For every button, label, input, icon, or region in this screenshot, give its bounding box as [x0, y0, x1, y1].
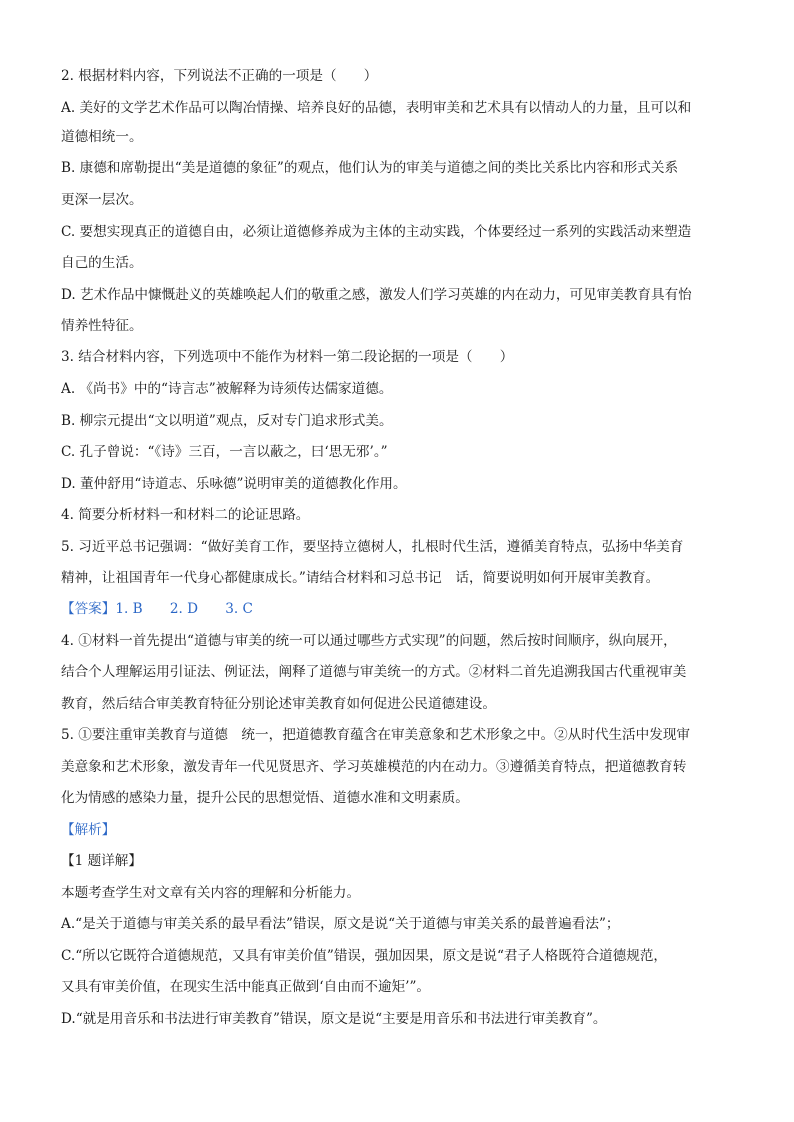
detail-1-heading: 【1 题详解】	[61, 853, 142, 869]
analysis-heading: 【解析】	[61, 822, 116, 838]
answer-heading: 【答案】1. B 2. D 3. C	[61, 601, 253, 617]
question-2-option-c-cont: 自己的生活。	[61, 255, 143, 271]
question-2-option-c: C. 要想实现真正的道德自由，必须让道德修养成为主体的主动实践，个体要经过一系列的实践活动来塑造	[61, 224, 692, 240]
question-2-option-a: A. 美好的文学艺术作品可以陶冶情操、培养良好的品德，表明审美和艺术具有以情动人的力量，且可以和	[61, 100, 692, 116]
question-2-option-b-cont: 更深一层次。	[61, 192, 143, 208]
question-5-stem: 5. 习近平总书记强调：“做好美育工作，要坚持立德树人，扎根时代生活，遵循美育特点，弘扬中华美育	[61, 539, 684, 555]
question-2-option-d-cont: 情养性特征。	[61, 318, 143, 334]
answer-4-cont-2: 教育，然后结合审美教育特征分别论述审美教育如何促进公民道德建设。	[61, 696, 496, 712]
question-3-option-a: A. 《尚书》中的“诗言志”被解释为诗须传达儒家道德。	[61, 381, 393, 397]
detail-1-option-a: A.“是关于道德与审美关系的最早看法”错误，原文是说“关于道德与审美关系的最普遍看法”；	[61, 916, 620, 932]
answer-5-cont-1: 美意象和艺术形象，激发青年一代见贤思齐、学习英雄模范的内在动力。③遵循美育特点，把道德教育转	[61, 759, 687, 775]
answer-5: 5. ①要注重审美教育与道德 统一，把道德教育蕴含在审美意象和艺术形象之中。②从时代生活中发现审	[61, 727, 691, 743]
answer-4-cont-1: 结合个人理解运用引证法、例证法，阐释了道德与审美统一的方式。②材料二首先追溯我国古代重视审美	[61, 664, 687, 680]
answer-4: 4. ①材料一首先提出“道德与审美的统一可以通过哪些方式实现”的问题，然后按时间顺序，纵向展开，	[61, 633, 677, 649]
question-3-option-d: D. 董仲舒用“诗道志、乐咏德”说明审美的道德教化作用。	[61, 476, 407, 492]
question-2-stem: 2. 根据材料内容，下列说法不正确的一项是（ ）	[61, 68, 378, 84]
detail-1-option-d: D.“就是用音乐和书法进行审美教育”错误，原文是说“主要是用音乐和书法进行审美教育”。	[61, 1011, 607, 1027]
question-3-option-c: C. 孔子曾说：“《诗》三百，一言以蔽之，曰‘思无邪’。”	[61, 444, 388, 460]
answer-5-cont-2: 化为情感的感染力量，提升公民的思想觉悟、道德水准和文明素质。	[61, 790, 469, 806]
detail-1-option-c: C.“所以它既符合道德规范，又具有审美价值”错误，强加因果，原文是说“君子人格既符合道德规范，	[61, 948, 668, 964]
detail-1-option-c-cont: 又具有审美价值，在现实生活中能真正做到‘自由而不逾矩’”。	[61, 979, 431, 995]
question-4-stem: 4. 简要分析材料一和材料二的论证思路。	[61, 507, 310, 523]
question-2-option-b: B. 康德和席勒提出“美是道德的象征”的观点，他们认为的审美与道德之间的类比关系比内容和形式关系	[61, 160, 679, 176]
question-5-stem-cont: 精神，让祖国青年一代身心都健康成长。”请结合材料和习总书记 话，简要说明如何开展审美教育。	[61, 570, 660, 586]
question-2-option-d: D. 艺术作品中慷慨赴义的英雄唤起人们的敬重之感，激发人们学习英雄的内在动力，可见审美教育具有怡	[61, 287, 692, 303]
question-2-option-a-cont: 道德相统一。	[61, 129, 143, 145]
question-3-stem: 3. 结合材料内容，下列选项中不能作为材料一第二段论据的一项是（ ）	[61, 349, 514, 365]
question-3-option-b: B. 柳宗元提出“文以明道”观点，反对专门追求形式美。	[61, 413, 393, 429]
detail-1-intro: 本题考查学生对文章有关内容的理解和分析能力。	[61, 885, 361, 901]
